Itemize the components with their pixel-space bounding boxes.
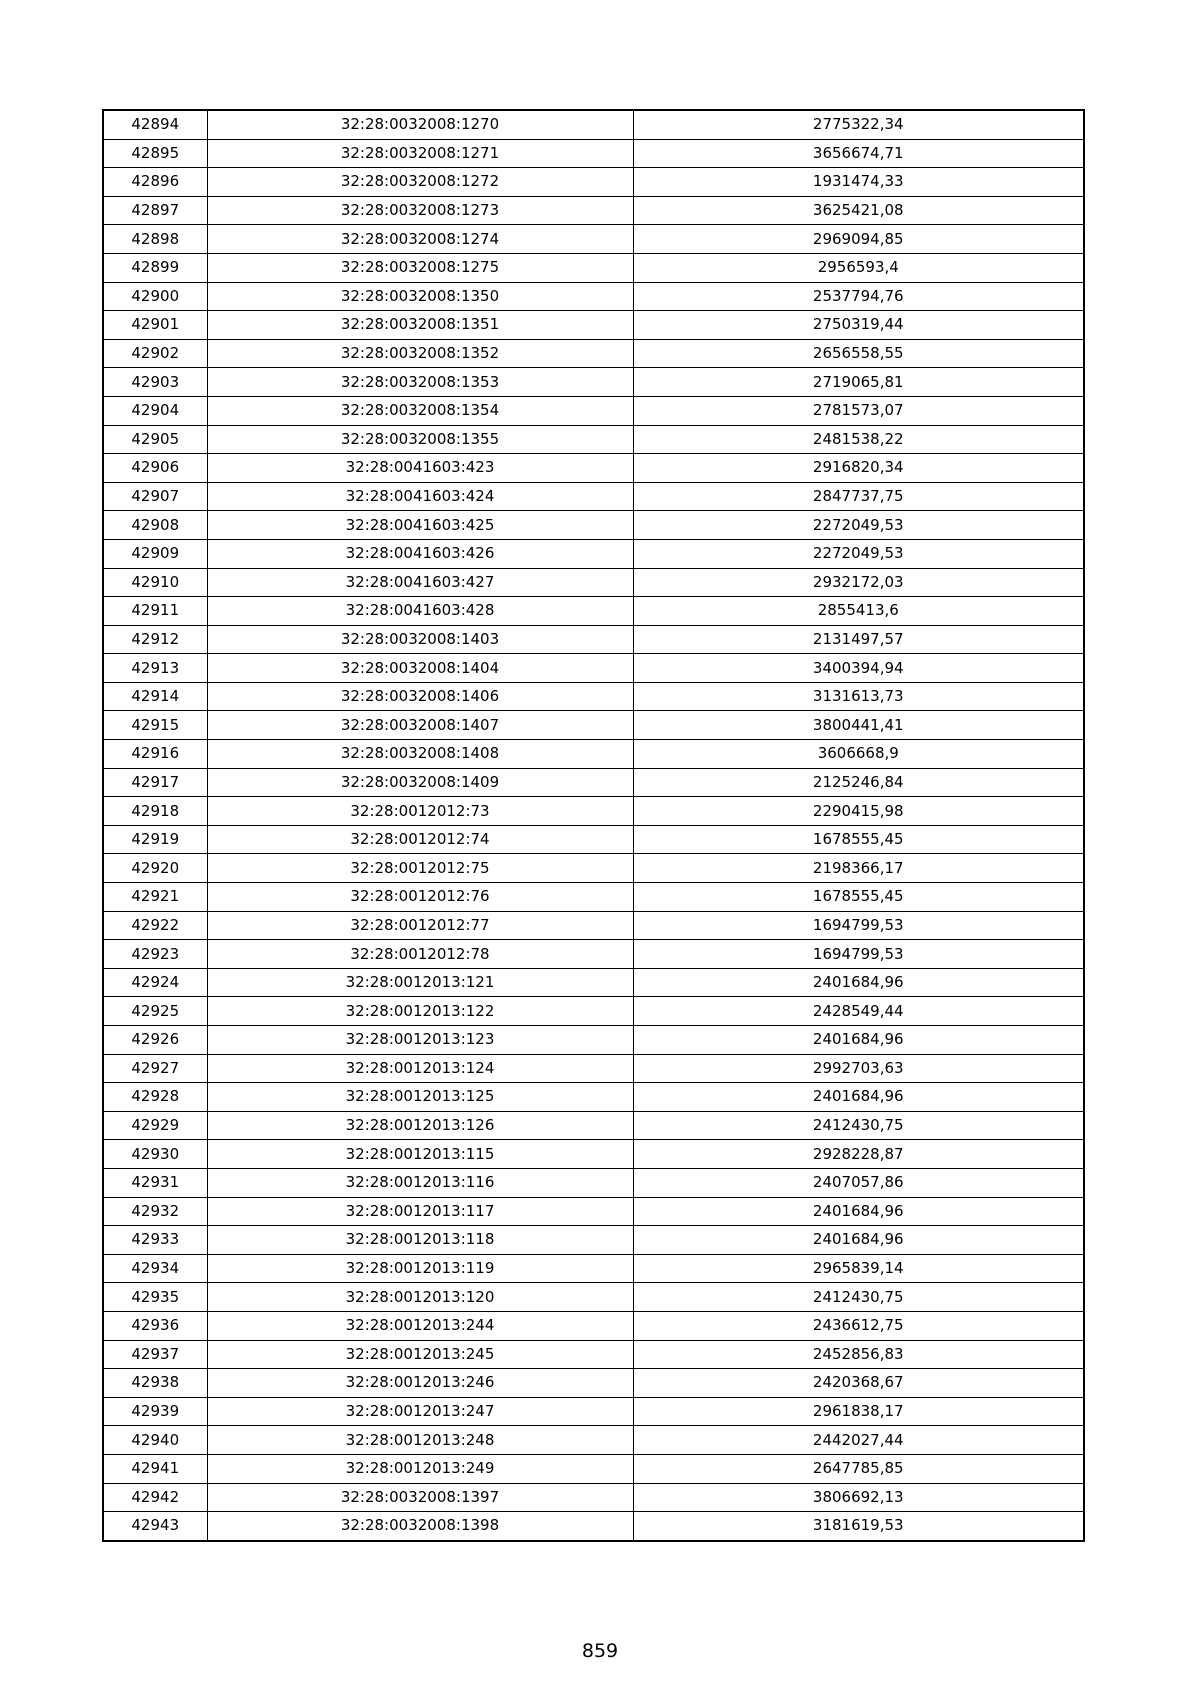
table-row [103, 1111, 1084, 1140]
value-cell: 2401684,96 [633, 1026, 1084, 1055]
value-cell: 2290415,98 [633, 797, 1084, 826]
cadastral-number-cell: 32:28:0032008:1398 [207, 1512, 633, 1541]
table-row [103, 339, 1084, 368]
cadastral-number-cell: 32:28:0012013:123 [207, 1026, 633, 1055]
cadastral-number-cell: 32:28:0012013:117 [207, 1197, 633, 1226]
table-row [103, 1397, 1084, 1426]
cadastral-number-cell: 32:28:0012012:77 [207, 911, 633, 940]
value-cell: 3625421,08 [633, 196, 1084, 225]
value-cell: 3131613,73 [633, 682, 1084, 711]
cadastral-number-cell: 32:28:0032008:1403 [207, 625, 633, 654]
value-cell: 3606668,9 [633, 740, 1084, 769]
row-number-cell: 42907 [103, 482, 207, 511]
table-row [103, 1083, 1084, 1112]
value-cell: 2719065,81 [633, 368, 1084, 397]
value-cell: 2775322,34 [633, 110, 1084, 139]
table-row [103, 911, 1084, 940]
cadastral-number-cell: 32:28:0032008:1275 [207, 253, 633, 282]
table-row [103, 110, 1084, 139]
cadastral-number-cell: 32:28:0032008:1273 [207, 196, 633, 225]
value-cell: 2131497,57 [633, 625, 1084, 654]
cadastral-number-cell: 32:28:0012012:74 [207, 825, 633, 854]
table-row [103, 1054, 1084, 1083]
cadastral-number-cell: 32:28:0012013:118 [207, 1226, 633, 1255]
cadastral-number-cell: 32:28:0012012:76 [207, 883, 633, 912]
table-row [103, 1311, 1084, 1340]
cadastral-number-cell: 32:28:0032008:1271 [207, 139, 633, 168]
row-number-cell: 42914 [103, 682, 207, 711]
value-cell: 2272049,53 [633, 539, 1084, 568]
table-row [103, 511, 1084, 540]
row-number-cell: 42934 [103, 1254, 207, 1283]
row-number-cell: 42909 [103, 539, 207, 568]
cadastral-number-cell: 32:28:0032008:1407 [207, 711, 633, 740]
table-row [103, 225, 1084, 254]
value-cell: 2965839,14 [633, 1254, 1084, 1283]
value-cell: 1694799,53 [633, 911, 1084, 940]
value-cell: 2961838,17 [633, 1397, 1084, 1426]
table-row [103, 1226, 1084, 1255]
table-row [103, 1454, 1084, 1483]
value-cell: 2401684,96 [633, 1197, 1084, 1226]
cadastral-number-cell: 32:28:0041603:428 [207, 597, 633, 626]
row-number-cell: 42923 [103, 940, 207, 969]
table-row [103, 625, 1084, 654]
row-number-cell: 42917 [103, 768, 207, 797]
value-cell: 3181619,53 [633, 1512, 1084, 1541]
cadastral-number-cell: 32:28:0032008:1352 [207, 339, 633, 368]
value-cell: 2656558,55 [633, 339, 1084, 368]
table-row [103, 311, 1084, 340]
row-number-cell: 42913 [103, 654, 207, 683]
row-number-cell: 42903 [103, 368, 207, 397]
table-row [103, 168, 1084, 197]
value-cell: 1694799,53 [633, 940, 1084, 969]
table-row [103, 539, 1084, 568]
row-number-cell: 42933 [103, 1226, 207, 1255]
table-row [103, 482, 1084, 511]
cadastral-number-cell: 32:28:0012013:249 [207, 1454, 633, 1483]
row-number-cell: 42897 [103, 196, 207, 225]
table-row [103, 825, 1084, 854]
row-number-cell: 42925 [103, 997, 207, 1026]
value-cell: 2272049,53 [633, 511, 1084, 540]
table-row [103, 883, 1084, 912]
value-cell: 2412430,75 [633, 1111, 1084, 1140]
cadastral-number-cell: 32:28:0032008:1408 [207, 740, 633, 769]
cadastral-number-cell: 32:28:0012013:248 [207, 1426, 633, 1455]
row-number-cell: 42900 [103, 282, 207, 311]
cadastral-number-cell: 32:28:0041603:423 [207, 454, 633, 483]
cadastral-number-cell: 32:28:0012013:120 [207, 1283, 633, 1312]
row-number-cell: 42928 [103, 1083, 207, 1112]
row-number-cell: 42926 [103, 1026, 207, 1055]
value-cell: 2647785,85 [633, 1454, 1084, 1483]
value-cell: 2969094,85 [633, 225, 1084, 254]
table-row [103, 1197, 1084, 1226]
row-number-cell: 42932 [103, 1197, 207, 1226]
row-number-cell: 42931 [103, 1168, 207, 1197]
value-cell: 3400394,94 [633, 654, 1084, 683]
row-number-cell: 42905 [103, 425, 207, 454]
table-row [103, 740, 1084, 769]
row-number-cell: 42936 [103, 1311, 207, 1340]
row-number-cell: 42911 [103, 597, 207, 626]
table-row [103, 711, 1084, 740]
table-row [103, 1283, 1084, 1312]
value-cell: 2781573,07 [633, 396, 1084, 425]
row-number-cell: 42939 [103, 1397, 207, 1426]
cadastral-number-cell: 32:28:0012012:75 [207, 854, 633, 883]
cadastral-number-cell: 32:28:0012013:126 [207, 1111, 633, 1140]
cadastral-number-cell: 32:28:0032008:1404 [207, 654, 633, 683]
cadastral-number-cell: 32:28:0041603:427 [207, 568, 633, 597]
row-number-cell: 42910 [103, 568, 207, 597]
value-cell: 1931474,33 [633, 168, 1084, 197]
row-number-cell: 42920 [103, 854, 207, 883]
row-number-cell: 42941 [103, 1454, 207, 1483]
cadastral-number-cell: 32:28:0032008:1353 [207, 368, 633, 397]
table-row [103, 282, 1084, 311]
row-number-cell: 42942 [103, 1483, 207, 1512]
row-number-cell: 42918 [103, 797, 207, 826]
table-row [103, 1426, 1084, 1455]
cadastral-number-cell: 32:28:0012013:121 [207, 968, 633, 997]
table-row [103, 768, 1084, 797]
row-number-cell: 42896 [103, 168, 207, 197]
cadastral-number-cell: 32:28:0012013:115 [207, 1140, 633, 1169]
value-cell: 2420368,67 [633, 1369, 1084, 1398]
cadastral-number-cell: 32:28:0012013:125 [207, 1083, 633, 1112]
cadastral-number-cell: 32:28:0041603:424 [207, 482, 633, 511]
cadastral-number-cell: 32:28:0012013:247 [207, 1397, 633, 1426]
cadastral-number-cell: 32:28:0032008:1397 [207, 1483, 633, 1512]
table-row [103, 1140, 1084, 1169]
row-number-cell: 42906 [103, 454, 207, 483]
table-row [103, 253, 1084, 282]
value-cell: 3800441,41 [633, 711, 1084, 740]
value-cell: 2401684,96 [633, 1226, 1084, 1255]
row-number-cell: 42929 [103, 1111, 207, 1140]
table-row [103, 997, 1084, 1026]
value-cell: 2855413,6 [633, 597, 1084, 626]
row-number-cell: 42938 [103, 1369, 207, 1398]
table-row [103, 196, 1084, 225]
table-row [103, 1369, 1084, 1398]
row-number-cell: 42940 [103, 1426, 207, 1455]
table-row [103, 1483, 1084, 1512]
value-cell: 2401684,96 [633, 1083, 1084, 1112]
table-row [103, 1168, 1084, 1197]
table-row [103, 396, 1084, 425]
cadastral-number-cell: 32:28:0012013:245 [207, 1340, 633, 1369]
value-cell: 2407057,86 [633, 1168, 1084, 1197]
row-number-cell: 42930 [103, 1140, 207, 1169]
value-cell: 2442027,44 [633, 1426, 1084, 1455]
row-number-cell: 42937 [103, 1340, 207, 1369]
value-cell: 2932172,03 [633, 568, 1084, 597]
table-row [103, 1026, 1084, 1055]
value-cell: 2428549,44 [633, 997, 1084, 1026]
row-number-cell: 42908 [103, 511, 207, 540]
value-cell: 2750319,44 [633, 311, 1084, 340]
value-cell: 2401684,96 [633, 968, 1084, 997]
table-row [103, 1254, 1084, 1283]
cadastral-number-cell: 32:28:0012013:116 [207, 1168, 633, 1197]
value-cell: 2412430,75 [633, 1283, 1084, 1312]
table-row [103, 425, 1084, 454]
row-number-cell: 42919 [103, 825, 207, 854]
row-number-cell: 42894 [103, 110, 207, 139]
value-cell: 1678555,45 [633, 825, 1084, 854]
row-number-cell: 42899 [103, 253, 207, 282]
value-cell: 2992703,63 [633, 1054, 1084, 1083]
row-number-cell: 42902 [103, 339, 207, 368]
cadastral-number-cell: 32:28:0012013:246 [207, 1369, 633, 1398]
table-row [103, 940, 1084, 969]
table-row [103, 454, 1084, 483]
value-cell: 2916820,34 [633, 454, 1084, 483]
cadastral-number-cell: 32:28:0032008:1406 [207, 682, 633, 711]
table-row [103, 1340, 1084, 1369]
cadastral-number-cell: 32:28:0032008:1270 [207, 110, 633, 139]
value-cell: 2125246,84 [633, 768, 1084, 797]
value-cell: 2481538,22 [633, 425, 1084, 454]
row-number-cell: 42924 [103, 968, 207, 997]
cadastral-number-cell: 32:28:0012013:122 [207, 997, 633, 1026]
cadastral-number-cell: 32:28:0041603:426 [207, 539, 633, 568]
row-number-cell: 42904 [103, 396, 207, 425]
value-cell: 2452856,83 [633, 1340, 1084, 1369]
row-number-cell: 42895 [103, 139, 207, 168]
cadastral-number-cell: 32:28:0012013:124 [207, 1054, 633, 1083]
cadastral-number-cell: 32:28:0032008:1274 [207, 225, 633, 254]
cadastral-number-cell: 32:28:0012012:73 [207, 797, 633, 826]
value-cell: 1678555,45 [633, 883, 1084, 912]
table-body [103, 110, 1084, 1541]
table-row [103, 568, 1084, 597]
cadastral-number-cell: 32:28:0012013:244 [207, 1311, 633, 1340]
value-cell: 2436612,75 [633, 1311, 1084, 1340]
value-cell: 3806692,13 [633, 1483, 1084, 1512]
row-number-cell: 42901 [103, 311, 207, 340]
row-number-cell: 42927 [103, 1054, 207, 1083]
cadastral-number-cell: 32:28:0032008:1354 [207, 396, 633, 425]
value-cell: 2956593,4 [633, 253, 1084, 282]
row-number-cell: 42898 [103, 225, 207, 254]
table-row [103, 139, 1084, 168]
row-number-cell: 42921 [103, 883, 207, 912]
cadastral-number-cell: 32:28:0041603:425 [207, 511, 633, 540]
row-number-cell: 42935 [103, 1283, 207, 1312]
page-number: 859 [581, 1640, 619, 1662]
cadastral-number-cell: 32:28:0032008:1272 [207, 168, 633, 197]
table-row [103, 797, 1084, 826]
cadastral-number-cell: 32:28:0012012:78 [207, 940, 633, 969]
value-cell: 2928228,87 [633, 1140, 1084, 1169]
data-table [102, 109, 1085, 1542]
table-row [103, 1512, 1084, 1541]
value-cell: 2537794,76 [633, 282, 1084, 311]
table-row [103, 854, 1084, 883]
row-number-cell: 42912 [103, 625, 207, 654]
table-row [103, 968, 1084, 997]
value-cell: 2847737,75 [633, 482, 1084, 511]
table-row [103, 597, 1084, 626]
value-cell: 3656674,71 [633, 139, 1084, 168]
row-number-cell: 42915 [103, 711, 207, 740]
row-number-cell: 42916 [103, 740, 207, 769]
cadastral-number-cell: 32:28:0032008:1409 [207, 768, 633, 797]
row-number-cell: 42943 [103, 1512, 207, 1541]
cadastral-number-cell: 32:28:0012013:119 [207, 1254, 633, 1283]
table-row [103, 654, 1084, 683]
value-cell: 2198366,17 [633, 854, 1084, 883]
table-row [103, 682, 1084, 711]
row-number-cell: 42922 [103, 911, 207, 940]
table-row [103, 368, 1084, 397]
cadastral-number-cell: 32:28:0032008:1350 [207, 282, 633, 311]
cadastral-number-cell: 32:28:0032008:1351 [207, 311, 633, 340]
cadastral-number-cell: 32:28:0032008:1355 [207, 425, 633, 454]
